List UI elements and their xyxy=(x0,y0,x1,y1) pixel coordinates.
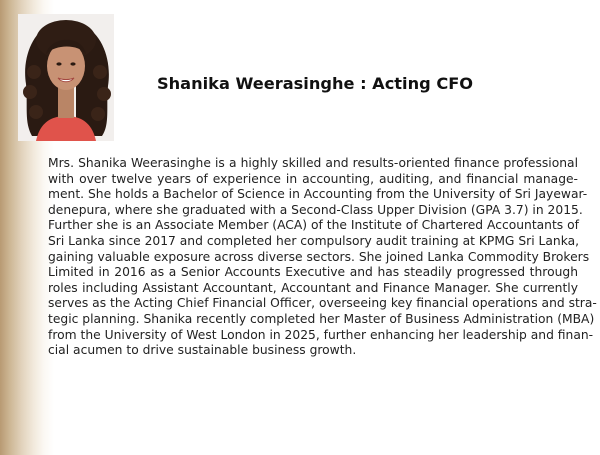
bio-line: Sri Lanka since 2017 and completed her compulsory audit training at KPMG Sri Lanka, xyxy=(48,233,580,248)
bio-line: roles including Assistant Accountant, Accountant and Finance Manager. She currently xyxy=(48,280,578,295)
bio-line: gaining valuable exposure across diverse sectors. She joined Lanka Commodity Brokers xyxy=(48,249,590,264)
profile-photo xyxy=(18,14,114,141)
page-title: Shanika Weerasinghe : Acting CFO xyxy=(157,74,474,93)
bio-line: Limited in 2016 as a Senior Accounts Executive and has steadily progressed through xyxy=(48,265,578,280)
bio-line: serves as the Acting Chief Financial Officer, overseeing key financial operations and stra- xyxy=(48,296,597,311)
bio-line: Further she is an Associate Member (ACA) of the Institute of Chartered Accountants of xyxy=(48,218,579,233)
bio-line: ment. She holds a Bachelor of Science in Accounting from the University of Sri Jayewar- xyxy=(48,187,588,202)
bio-paragraph xyxy=(48,156,597,359)
bio-line: with over twelve years of experience in accounting, auditing, and financial manage- xyxy=(48,171,578,186)
bio-line: from the University of West London in 2025, further enhancing her leadership and finan- xyxy=(48,327,594,342)
bio-line: cial acumen to drive sustainable business growth. xyxy=(48,343,357,358)
bio-line: denepura, where she graduated with a Second-Class Upper Division (GPA 3.7) in 2015. xyxy=(48,202,583,217)
bio-line: Mrs. Shanika Weerasinghe is a highly skilled and results-oriented finance professional xyxy=(48,156,578,170)
bio-line: tegic planning. Shanika recently completed her Master of Business Administration (MBA) xyxy=(48,311,595,326)
